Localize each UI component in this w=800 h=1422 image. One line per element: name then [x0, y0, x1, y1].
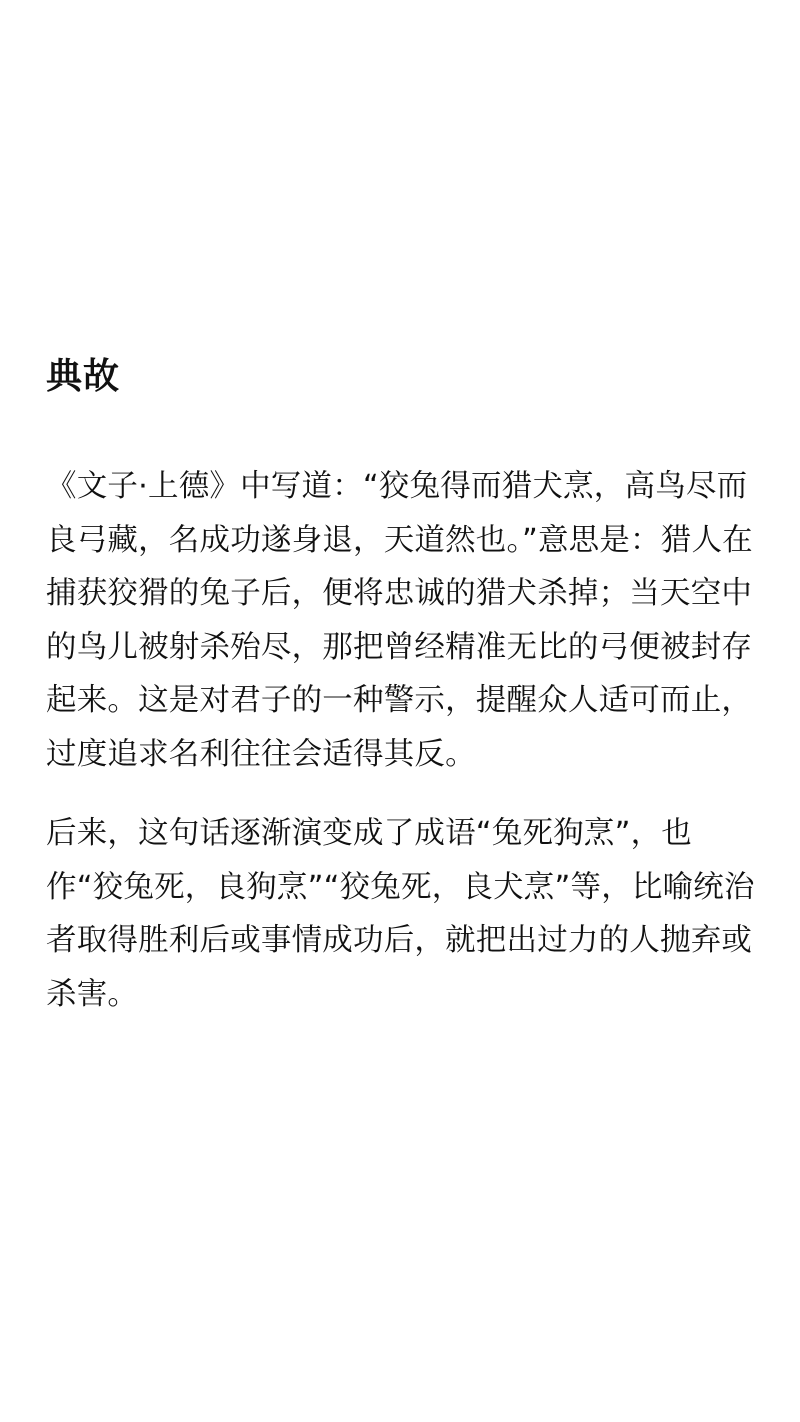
- paragraph-allusion-source: 《文子·上德》中写道：“狡兔得而猎犬烹，高鸟尽而良弓藏，名成功遂身退，天道然也。”意思是：猎人在捕获狡猾的兔子后，便将忠诚的猎犬杀掉；当天空中的鸟儿被射杀殆尽，那把曾经精准无比的弓便被封存起来。这是对君子的一种警示，提醒众人适可而止，过度追求名利往往会适得其反。: [46, 469, 753, 772]
- article-content: [46, 350, 758, 1047]
- section-title: 典故: [46, 355, 121, 397]
- paragraph-idiom-evolution: 后来，这句话逐渐演变成了成语“兔死狗烹”，也作“狡兔死，良狗烹”“狡兔死，良犬烹”等，比喻统治者取得胜利后或事情成功后，就把出过力的人抛弃或杀害。: [46, 816, 755, 1012]
